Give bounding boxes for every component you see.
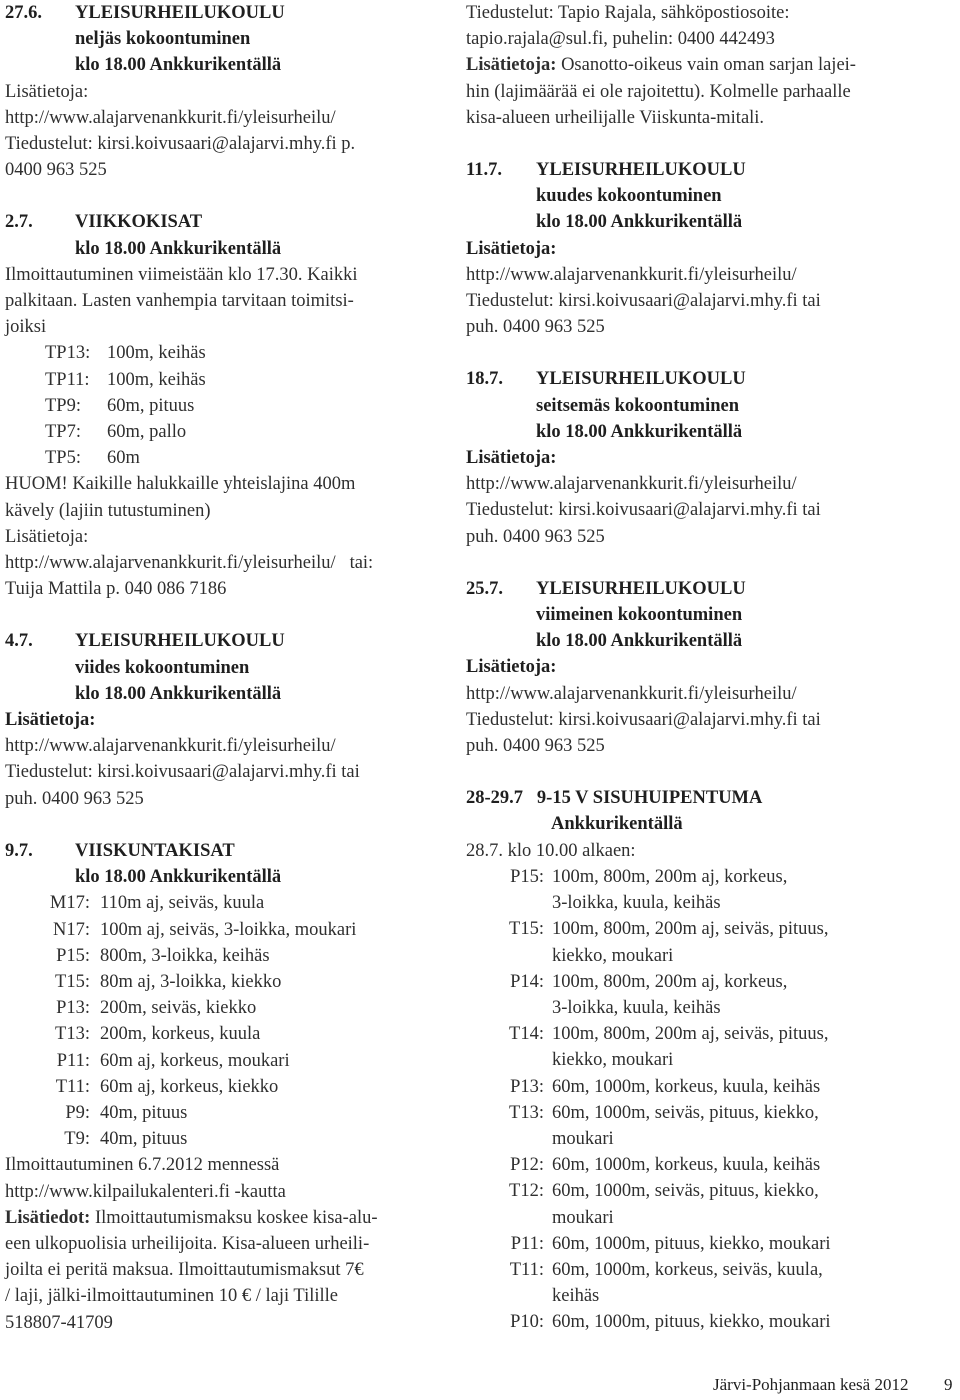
series-key: P14: [510,971,544,992]
series-key: P15: [56,945,90,966]
series-key: T9: [64,1129,90,1150]
info-label: Lisätiedot: [5,1207,91,1228]
info-text: / laji, jälki-ilmoittautuminen 10 € / laji Tilille [5,1286,338,1307]
event-title: 9-15 V SISUHUIPENTUMA [536,788,763,809]
discipline-row [5,890,437,916]
series-value: 110m aj, seiväs, kuula [100,893,265,914]
discipline-row [466,1100,911,1152]
series-value-line: 3-loikka, kuula, keihäs [552,893,721,914]
event-title: YLEISURHEILUKOULU [536,369,746,390]
phone: puh. 0400 963 525 [466,736,605,757]
series-value-line: 60m, 1000m, seiväs, pituus, kiekko, [552,1102,819,1123]
series-value: 60m, 1000m, pituus, kiekko, moukari [552,1233,831,1254]
series-row [45,393,437,419]
phone: 0400 963 525 [5,160,107,181]
info-text: een ulkopuolisia urheilijoita. Kisa-alueen urheili- [5,1233,370,1254]
event-date: 25.7. [466,578,503,599]
series-row [45,367,437,393]
series-value [552,916,882,968]
series-value-line: keihäs [552,1286,600,1307]
event-date: 4.7. [5,631,33,652]
series-value [552,1021,882,1073]
event-title: YLEISURHEILUKOULU [536,160,746,181]
phone: puh. 0400 963 525 [466,317,605,338]
tai-text: tai: [349,553,374,574]
series-value: 60m, pallo [107,422,187,443]
series-value: 60m aj, korkeus, moukari [100,1050,290,1071]
info-url[interactable]: http://www.alajarvenankkurit.fi/yleisurheilu/ [466,474,797,495]
series-value: 100m aj, seiväs, 3-loikka, moukari [100,919,357,940]
event-2-7 [5,209,437,602]
discipline-row [466,1257,911,1309]
note-text: kävely (lajiin tutustuminen) [5,500,211,521]
event-date: 2.7. [5,212,33,233]
series-value [552,864,882,916]
series-key: P11: [510,1233,544,1254]
info-label: Lisätietoja: [466,55,557,76]
info-paragraph [466,52,911,78]
series-key: T13: [509,1102,544,1123]
series-key: T11: [509,1259,544,1280]
contact[interactable]: Tiedustelut: kirsi.koivusaari@alajarvi.mhy.fi tai [466,291,821,312]
info-url[interactable]: http://www.alajarvenankkurit.fi/yleisurheilu/ [5,553,336,574]
series-value: 60m, 1000m, pituus, kiekko, moukari [552,1312,831,1333]
info-url[interactable]: http://www.alajarvenankkurit.fi/yleisurheilu/ [466,264,797,285]
registration-url[interactable]: http://www.kilpailukalenteri.fi -kautta [5,1181,286,1202]
event-title: VIISKUNTAKISAT [75,840,235,861]
info-label: Lisätietoja: [5,526,89,547]
series-key: P12: [510,1155,544,1176]
contact[interactable]: tapio.rajala@sul.fi, puhelin: 0400 442493 [466,29,775,50]
series-value: 80m aj, 3-loikka, kiekko [100,971,282,992]
info-text: kisa-alueen urheilijalle Viiskunta-mitali. [466,107,765,128]
series-key: P11: [56,1050,90,1071]
series-key: T14: [509,1024,544,1045]
series-value-line: 3-loikka, kuula, keihäs [552,997,721,1018]
discipline-row [466,969,911,1021]
event-time: klo 18.00 Ankkurikentällä [75,867,282,888]
event-subtitle: kuudes kokoontuminen [536,186,722,207]
series-value: 40m, pituus [100,1102,188,1123]
event-time: klo 18.00 Ankkurikentällä [536,631,743,652]
event-time: klo 18.00 Ankkurikentällä [75,55,282,76]
contact[interactable]: Tiedustelut: kirsi.koivusaari@alajarvi.mhy.fi p. [5,134,356,155]
series-value-line: 60m, 1000m, korkeus, seiväs, kuula, [552,1259,823,1280]
discipline-row [466,864,911,916]
event-title: YLEISURHEILUKOULU [75,3,285,23]
series-value-line: 60m, 1000m, seiväs, pituus, kiekko, [552,1181,819,1202]
info-label: Lisätietoja: [466,238,557,259]
info-url[interactable]: http://www.alajarvenankkurit.fi/yleisurheilu/ [5,736,336,757]
continued-info [466,0,911,131]
note-text: HUOM! Kaikille halukkaille yhteislajina 400m [5,474,356,495]
event-start: 28.7. klo 10.00 alkaen: [466,840,636,861]
phone: puh. 0400 963 525 [5,788,144,809]
discipline-row [5,1074,437,1100]
page-number: 9 [944,1375,953,1394]
event-subtitle: neljäs kokoontuminen [75,29,251,50]
series-value: 60m, 1000m, korkeus, kuula, keihäs [552,1076,821,1097]
series-row [45,419,437,445]
discipline-row [5,1048,437,1074]
event-4-7 [5,628,437,811]
discipline-row [466,916,911,968]
series-key: P9: [65,1102,90,1123]
discipline-row [5,995,437,1021]
info-url-row [5,550,437,576]
event-11-7 [466,157,911,340]
contact[interactable]: Tiedustelut: kirsi.koivusaari@alajarvi.mhy.fi tai [466,500,821,521]
series-key: P13: [56,998,90,1019]
discipline-row [466,1152,911,1178]
info-paragraph [5,1205,437,1231]
info-label: Lisätietoja: [5,710,96,731]
event-title: YLEISURHEILUKOULU [536,578,746,599]
discipline-list [466,864,911,1336]
series-value: 60m aj, korkeus, kiekko [100,1076,279,1097]
event-date: 18.7. [466,369,503,390]
info-label: Lisätietoja: [466,657,557,678]
series-value-line: kiekko, moukari [552,945,674,966]
contact: Tuija Mattila p. 040 086 7186 [5,579,227,600]
series-value: 100m, keihäs [107,343,206,364]
series-value [552,1100,882,1152]
series-key: TP7: [45,422,81,443]
series-value-line: 100m, 800m, 200m aj, korkeus, [552,866,788,887]
series-key: TP9: [45,395,81,416]
event-subtitle: viimeinen kokoontuminen [536,605,743,626]
series-value-line: 100m, 800m, 200m aj, seiväs, pituus, [552,919,829,940]
discipline-row [466,1021,911,1073]
event-time: klo 18.00 Ankkurikentällä [536,421,743,442]
event-time: klo 18.00 Ankkurikentällä [75,683,282,704]
discipline-row [466,1074,911,1100]
event-28-29-7 [466,785,911,1335]
event-25-7 [466,576,911,759]
discipline-row [5,1126,437,1152]
info-text: Osanotto-oikeus vain oman sarjan lajei- [556,55,856,76]
series-key: M17: [49,893,90,914]
series-list [5,340,437,471]
info-text: Ilmoittautumismaksu koskee kisa-alu- [90,1207,378,1228]
series-key: T11: [55,1076,90,1097]
discipline-row [5,969,437,995]
series-value: 60m, 1000m, korkeus, kuula, keihäs [552,1155,821,1176]
event-date: 28-29.7 [466,788,524,809]
series-value: 200m, seiväs, kiekko [100,998,257,1019]
series-key: TP5: [45,448,81,469]
series-key: T15: [55,971,90,992]
event-place: Ankkurikentällä [551,814,683,835]
series-value [552,1257,882,1309]
series-value-line: moukari [552,1207,614,1228]
info-url[interactable]: http://www.alajarvenankkurit.fi/yleisurheilu/ [5,107,336,128]
info-text: hin (lajimäärää ei ole rajoitettu). Kolmelle parhaalle [466,81,851,102]
event-time: klo 18.00 Ankkurikentällä [75,238,282,259]
series-row [45,445,437,471]
series-value-line: kiekko, moukari [552,1050,674,1071]
event-9-7 [5,838,437,1336]
event-heading [466,785,911,811]
publication-name: Järvi-Pohjanmaan kesä 2012 [713,1375,909,1394]
series-value [552,969,882,1021]
series-value: 200m, korkeus, kuula [100,1024,261,1045]
series-key: P15: [510,866,544,887]
discipline-row [5,943,437,969]
discipline-row [5,1021,437,1047]
series-key: N17: [53,919,90,940]
series-value: 60m [107,448,140,469]
series-key: T15: [509,919,544,940]
info-label: Lisätietoja: [466,448,557,469]
series-value: 100m, keihäs [107,369,206,390]
series-value [552,1178,882,1230]
series-value: 800m, 3-loikka, keihäs [100,945,270,966]
event-27-6 [5,0,437,183]
discipline-list [5,890,437,1152]
registration-text: Ilmoittautuminen 6.7.2012 mennessä [5,1155,280,1176]
event-title: VIIKKOKISAT [75,212,203,233]
contact[interactable]: Tiedustelut: kirsi.koivusaari@alajarvi.mhy.fi tai [5,762,360,783]
discipline-row [466,1178,911,1230]
event-text: joiksi [5,317,47,338]
discipline-row [5,1100,437,1126]
series-value: 60m, pituus [107,395,195,416]
event-text: Ilmoittautuminen viimeistään klo 17.30. Kaikki [5,264,358,285]
series-value-line: moukari [552,1128,614,1149]
series-row [45,340,437,366]
info-url[interactable]: http://www.alajarvenankkurit.fi/yleisurheilu/ [466,683,797,704]
series-key: TP11: [45,369,90,390]
left-column [5,0,437,1336]
info-text: joilta ei peritä maksua. Ilmoittautumismaksut 7€ [5,1260,364,1281]
info-label: Lisätietoja: [5,81,89,102]
event-18-7 [466,366,911,549]
series-key: TP13: [45,343,91,364]
discipline-row [466,1231,911,1257]
contact[interactable]: Tiedustelut: kirsi.koivusaari@alajarvi.mhy.fi tai [466,709,821,730]
event-subtitle: viides kokoontuminen [75,657,250,678]
series-value: 40m, pituus [100,1129,188,1150]
series-key: P13: [510,1076,544,1097]
series-key: P10: [510,1312,544,1333]
contact: Tiedustelut: Tapio Rajala, sähköpostiosoite: [466,3,790,23]
right-column [466,0,911,1336]
series-value-line: 100m, 800m, 200m aj, seiväs, pituus, [552,1024,829,1045]
info-text: 518807-41709 [5,1312,113,1333]
event-date: 11.7. [466,160,502,181]
series-value-line: 100m, 800m, 200m aj, korkeus, [552,971,788,992]
event-subtitle: seitsemäs kokoontuminen [536,395,740,416]
discipline-row [466,1309,911,1335]
discipline-row [5,917,437,943]
event-title: YLEISURHEILUKOULU [75,631,285,652]
event-date: 27.6. [5,3,42,23]
event-text: palkitaan. Lasten vanhempia tarvitaan toimitsi- [5,291,354,312]
phone: puh. 0400 963 525 [466,526,605,547]
event-time: klo 18.00 Ankkurikentällä [536,212,743,233]
series-key: T13: [55,1024,90,1045]
event-date: 9.7. [5,840,33,861]
series-key: T12: [509,1181,544,1202]
